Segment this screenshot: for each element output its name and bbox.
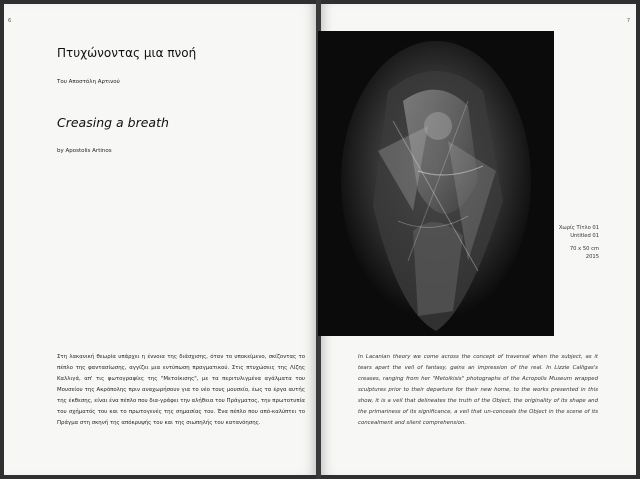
author-english: by Apostolis Artinos: [57, 148, 112, 154]
artwork-caption: [559, 225, 599, 261]
page-number-right: 7: [626, 18, 630, 24]
caption-year: 2015: [585, 253, 599, 260]
caption-title-english: Untitled 01: [570, 232, 599, 239]
title-english: Creasing a breath: [57, 115, 169, 130]
photograph-wrapped-sculpture-icon: [318, 31, 554, 336]
body-text-greek: Στη λακανική θεωρία υπάρχει η έννοια της διάσχισης, όταν το υποκείμενο, σκίζοντας το πέπλο της φαντασίωσης, αγγίζει μια εντύπωση πραγματικού. Στις πτυχώσεις της Λίζης Καλλιγά, απ' τις φωτογραφίες της "Μετοίκισης", με τα περιτυλιγμένα αγάλματα του Μουσείου της Ακρόπολης πριν αναχωρήσουν για το νέο τους μουσείο, έως τα έργα αυτής της έκθεσης, είναι ένα πέπλο που δια-γράφει την αλήθεια του Πράγματος, την πρωτοτυπία του σχήματός του και το πρωτογενές της σημασίας του. Ένα πέπλο που από-καλύπτει το Πράγμα στη σκηνή της απόκρυψής του και της σιωπηλής του κατανόησης.: [57, 354, 305, 426]
caption-dimensions: 70 x 50 cm: [569, 246, 599, 252]
title-greek: Πτυχώνοντας μια πνοή: [57, 46, 197, 60]
author-greek: Του Αποστόλη Αρτινού: [57, 79, 120, 85]
caption-title-greek: Χωρίς Τίτλο 01: [558, 225, 599, 231]
page-number-left: 6: [8, 18, 12, 24]
body-text-english: In Lacanian theory we come across the concept of traversal when the subject, as it tears apart the veil of fantasy, gains an impression of the real. In Lizzie Calligas's creases, ranging from her "Metoikisis" photographs of the Acropolis Museum wrapped sculptures prior to their departure for their new home, to the works presented in this show, it is a veil that delineates the truth of the Object, the originality of its shape and the primariness of its significance, a veil that un-conceals the Object in the scene of its concealment and silent comprehension.: [358, 354, 598, 426]
